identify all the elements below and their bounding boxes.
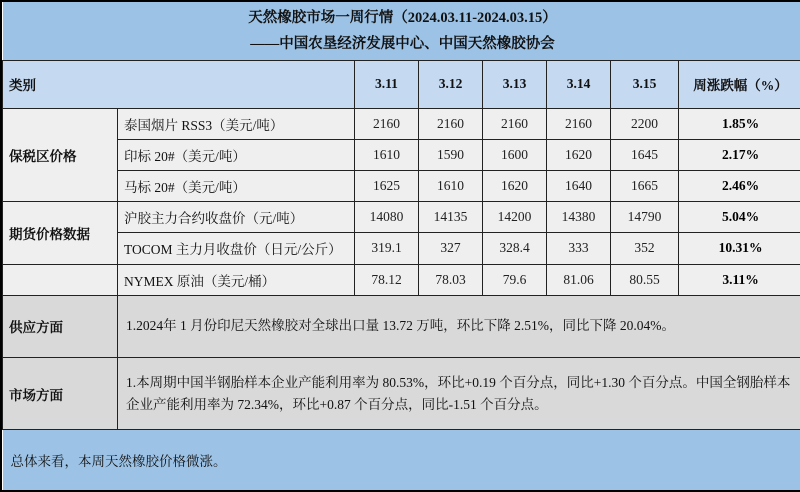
cell-value: 14790: [611, 202, 679, 233]
weekly-change-value: 10.31%: [679, 233, 800, 264]
summary-text: 总体来看，本周天然橡胶价格微涨。: [3, 430, 800, 490]
section-label-supply: 供应方面: [3, 295, 118, 357]
section-text-market: 1.本周期中国半钢胎样本企业产能利用率为 80.53%，环比+0.19 个百分点，同比+1.30 个百分点。中国全钢胎样本企业产能利用率为 72.34%，环比+0.87 个百分点，同比-1.51 个百分点。: [118, 357, 800, 429]
cell-value: 327: [419, 233, 483, 264]
cell-value: 333: [547, 233, 611, 264]
market-section-row: [3, 357, 800, 429]
cell-value: 1590: [419, 140, 483, 171]
title-block: [3, 2, 800, 60]
date-header-3-14: 3.14: [547, 60, 611, 108]
cell-value: 352: [611, 233, 679, 264]
cell-value: 14380: [547, 202, 611, 233]
weekly-change-value: 2.46%: [679, 171, 800, 202]
row-item-label: 泰国烟片 RSS3（美元/吨）: [118, 108, 355, 139]
cell-value: 79.6: [483, 264, 547, 295]
cell-value: 2160: [419, 108, 483, 139]
table-row-str20: [3, 140, 800, 171]
cell-value: 78.12: [355, 264, 419, 295]
weekly-change-value: 3.11%: [679, 264, 800, 295]
date-header-3-11: 3.11: [355, 60, 419, 108]
section-label-market: 市场方面: [3, 357, 118, 429]
cell-value: 78.03: [419, 264, 483, 295]
date-header-3-12: 3.12: [419, 60, 483, 108]
group-label-empty: [3, 264, 118, 295]
table-row-smr20: [3, 171, 800, 202]
cell-value: 1645: [611, 140, 679, 171]
table-row-rss3: [3, 108, 800, 139]
cell-value: 328.4: [483, 233, 547, 264]
cell-value: 1610: [355, 140, 419, 171]
cell-value: 81.06: [547, 264, 611, 295]
supply-section-row: [3, 295, 800, 357]
cell-value: 2160: [547, 108, 611, 139]
cell-value: 2160: [355, 108, 419, 139]
cell-value: 1620: [547, 140, 611, 171]
cell-value: 319.1: [355, 233, 419, 264]
row-item-label: 印标 20#（美元/吨）: [118, 140, 355, 171]
table-row-nymex: [3, 264, 800, 295]
cell-value: 14080: [355, 202, 419, 233]
weekly-change-value: 5.04%: [679, 202, 800, 233]
weekly-change-value: 1.85%: [679, 108, 800, 139]
row-item-label: 马标 20#（美元/吨）: [118, 171, 355, 202]
report-subtitle: ——中国农垦经济发展中心、中国天然橡胶协会: [250, 35, 555, 52]
report-table: [2, 2, 800, 490]
weekly-change-header: 周涨跌幅（%）: [679, 60, 800, 108]
table-row-shfe: [3, 202, 800, 233]
row-item-label: 沪胶主力合约收盘价（元/吨）: [118, 202, 355, 233]
cell-value: 14135: [419, 202, 483, 233]
report-title: 天然橡胶市场一周行情（2024.03.11-2024.03.15）: [248, 9, 557, 26]
date-header-3-13: 3.13: [483, 60, 547, 108]
column-header-row: [3, 60, 800, 108]
cell-value: 1625: [355, 171, 419, 202]
row-item-label: NYMEX 原油（美元/桶）: [118, 264, 355, 295]
weekly-change-value: 2.17%: [679, 140, 800, 171]
cell-value: 1600: [483, 140, 547, 171]
cell-value: 1620: [483, 171, 547, 202]
cell-value: 1665: [611, 171, 679, 202]
category-header: 类别: [3, 60, 355, 108]
cell-value: 80.55: [611, 264, 679, 295]
cell-value: 2160: [483, 108, 547, 139]
table-row-tocom: [3, 233, 800, 264]
cell-value: 14200: [483, 202, 547, 233]
date-header-3-15: 3.15: [611, 60, 679, 108]
cell-value: 1610: [419, 171, 483, 202]
row-item-label: TOCOM 主力月收盘价（日元/公斤）: [118, 233, 355, 264]
group-label-futures: 期货价格数据: [3, 202, 118, 264]
section-text-supply: 1.2024年 1 月份印尼天然橡胶对全球出口量 13.72 万吨，环比下降 2.51%，同比下降 20.04%。: [118, 295, 800, 357]
summary-row: [3, 430, 800, 490]
cell-value: 2200: [611, 108, 679, 139]
group-label-bonded-zone: 保税区价格: [3, 108, 118, 201]
cell-value: 1640: [547, 171, 611, 202]
